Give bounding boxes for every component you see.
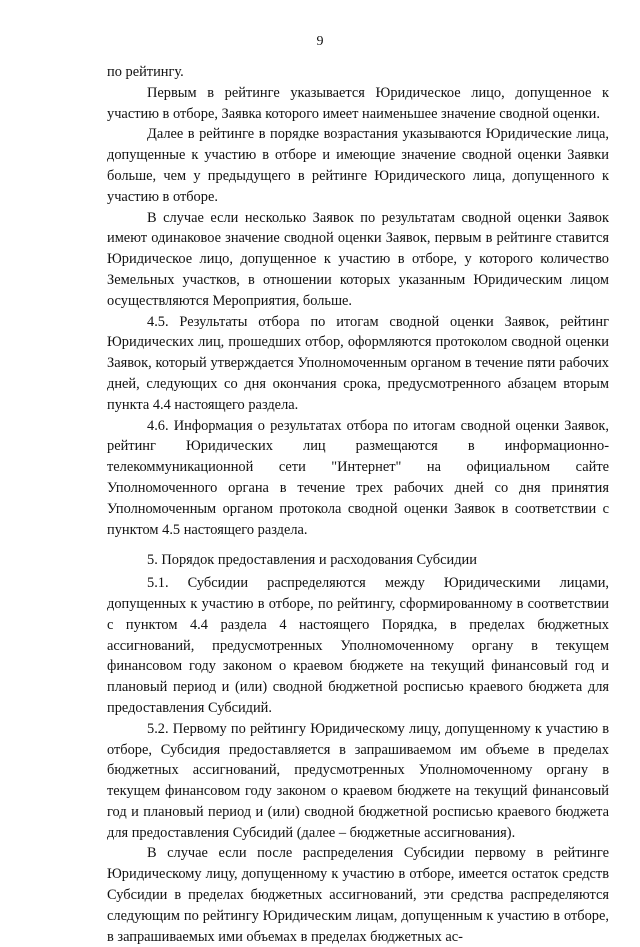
paragraph-continuation: по рейтингу. — [107, 64, 184, 80]
paragraph-ascending-order: Далее в рейтинге в порядке возрастания указываются Юридические лица, допущенные к участию в отборе и имеющие значение сводной оценки Заявки больше, чем у предыдущего в рейтинге Юридического лица, допущенного к участию в отборе. — [107, 126, 609, 205]
paragraph-4-5: 4.5. Результаты отбора по итогам сводной оценки Заявок, рейтинг Юридических лиц, прошедших отбор, оформляются протоколом сводной оценки Заявок, который утверждается Уполномоченным органом в течение пяти рабочих дней, следующих со дня окончания срока, предусмотренного абзацем вторым пункта 4.4 настоящего раздела. — [107, 313, 609, 413]
paragraph-5-1: 5.1. Субсидии распределяются между Юридическими лицами, допущенных к участию в отборе, по рейтингу, сформированному в соответствии с пунктом 4.4 раздела 4 настоящего Порядка, в пределах бюджетных ассигнований, предусмотренных Уполномоченному органу в текущем финансовом году законом о краевом бюджете на текущий финансовый год и плановый период и (или) сводной бюджетной росписью краевого бюджета для предоставления Субсидий. — [107, 575, 609, 716]
page-number: 9 — [316, 34, 324, 49]
document-body — [107, 62, 609, 947]
paragraph-equal-scores: В случае если несколько Заявок по результатам сводной оценки Заявок имеют одинаковое значение сводной оценки Заявок, первым в рейтинге ставится Юридическое лицо, допущенное к участию в отборе, у которого количество Земельных участков, в отношении которых указанным Юридическим лицом осуществляются Мероприятия, больше. — [107, 209, 609, 309]
paragraph-5-2: 5.2. Первому по рейтингу Юридическому лицу, допущенному к участию в отборе, Субсидия предоставляется в запрашиваемом им объеме в пределах бюджетных ассигнований, предусмотренных Уполномоченному органу в текущем финансовом году законом о краевом бюджете на текущий финансовый год и плановый период и (или) сводной бюджетной росписью краевого бюджета для предоставления Субсидий (далее – бюджетные ассигнования). — [107, 720, 609, 841]
section-5-heading: 5. Порядок предоставления и расходования Субсидии — [147, 552, 477, 569]
paragraph-remainder-distribution: В случае если после распределения Субсидии первому в рейтинге Юридическому лицу, допущенному к участию в отборе, имеется остаток средств Субсидии в пределах бюджетных ассигнований, эти средства распределяются следующим по рейтингу Юридическим лицам, допущенным к участию в отборе, в запрашиваемых ими объемах в пределах бюджетных ас- — [107, 845, 609, 945]
paragraph-4-6: 4.6. Информация о результатах отбора по итогам сводной оценки Заявок, рейтинг Юридических лиц размещаются в информационно-телекоммуникационной сети "Интернет" на официальном сайте Уполномоченного органа в течение трех рабочих дней со дня принятия Уполномоченным органом протокола сводной оценки Заявок в соответствии с пунктом 4.5 настоящего раздела. — [107, 417, 609, 538]
paragraph-first-in-rating: Первым в рейтинге указывается Юридическое лицо, допущенное к участию в отборе, Заявка которого имеет наименьшее значение сводной оценки. — [107, 84, 609, 122]
